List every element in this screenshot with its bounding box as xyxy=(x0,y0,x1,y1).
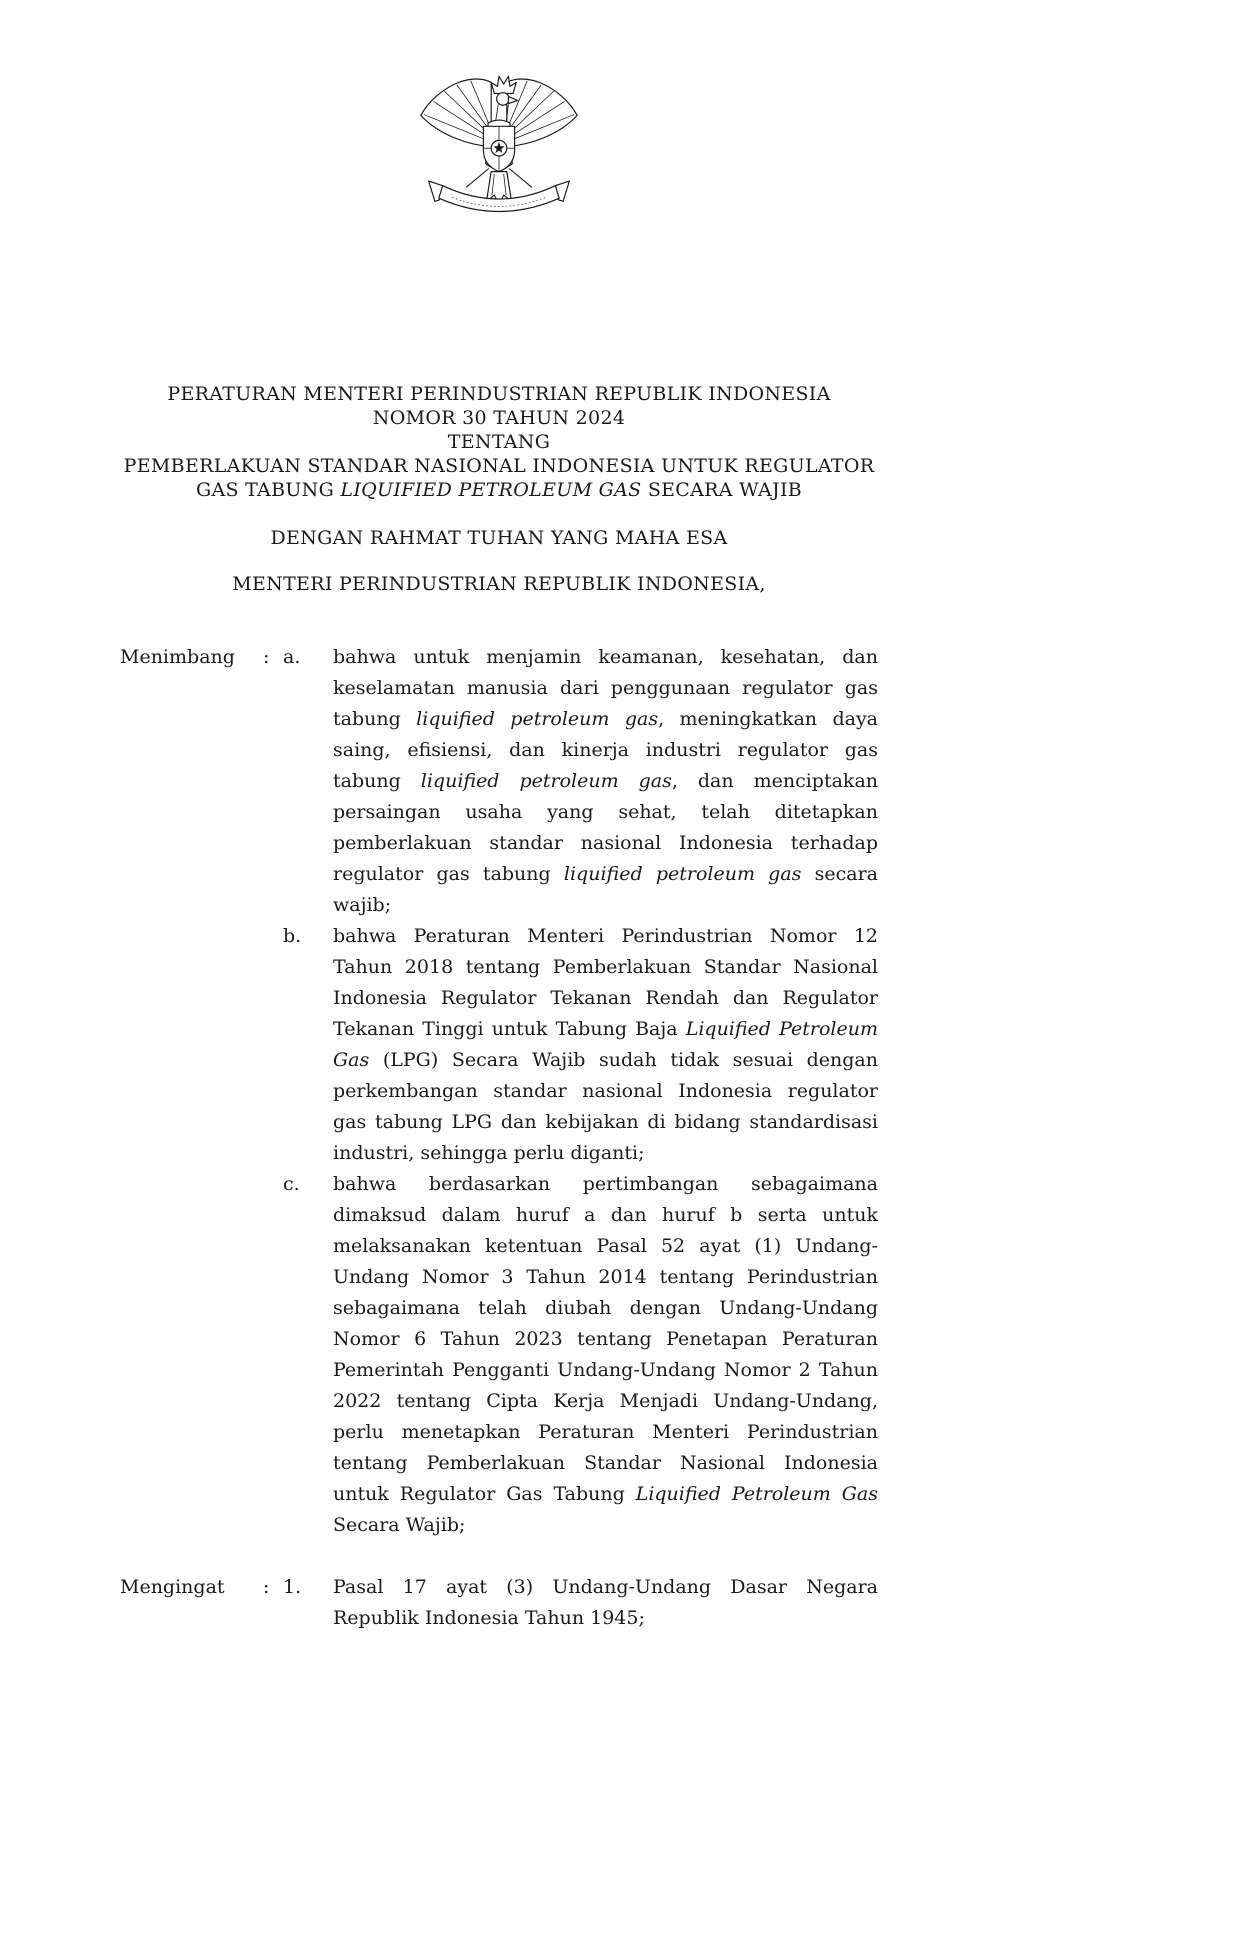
consideration-item-text: bahwa berdasarkan pertimbangan sebagaimana dimaksud dalam huruf a dan huruf b serta untuk melaksanakan ketentuan Pasal 52 ayat (1) Undang-Undang Nomor 3 Tahun 2014 tentang Perindustrian sebagaimana telah diubah dengan Undang-Undang Nomor 6 Tahun 2023 tentang Penetapan Peraturan Pemerintah Pengganti Undang-Undang Nomor 2 Tahun 2022 tentang Cipta Kerja Menjadi Undang-Undang, perlu menetapkan Peraturan Menteri Perindustrian tentang Pemberlakuan Standar Nasional Indonesia untuk Regulator Gas Tabung Liquified Petroleum Gas Secara Wajib; xyxy=(333,1173,878,1537)
legal-basis-item-text: Pasal 17 ayat (3) Undang-Undang Dasar Negara Republik Indonesia Tahun 1945; xyxy=(333,1576,878,1630)
official-title-line: MENTERI PERINDUSTRIAN REPUBLIK INDONESIA, xyxy=(232,573,766,596)
consideration-item-text: bahwa Peraturan Menteri Perindustrian Nomor 12 Tahun 2018 tentang Pemberlakuan Standar Nasional Indonesia Regulator Tekanan Rendah dan Regulator Tekanan Tinggi untuk Tabung Baja Liquified Petroleum Gas (LPG) Secara Wajib sudah tidak sesuai dengan perkembangan standar nasional Indonesia regulator gas tabung LPG dan kebijakan di bidang standardisasi industri, sehingga perlu diganti; xyxy=(333,925,878,1165)
subject-line-1: PEMBERLAKUAN STANDAR NASIONAL INDONESIA UNTUK REGULATOR xyxy=(123,455,875,478)
document-content xyxy=(120,70,878,1634)
title-block xyxy=(120,382,878,596)
legal-basis-item-marker: 1. xyxy=(283,1576,302,1599)
tentang-line: TENTANG xyxy=(447,431,551,454)
menimbang-section xyxy=(120,642,878,1541)
invocation-line: DENGAN RAHMAT TUHAN YANG MAHA ESA xyxy=(270,527,728,550)
mengingat-section xyxy=(120,1572,878,1634)
garuda-pancasila-emblem xyxy=(413,70,585,226)
consideration-item-marker: c. xyxy=(283,1173,300,1196)
consideration-item-marker: b. xyxy=(283,925,302,948)
consideration-item-text: bahwa untuk menjamin keamanan, kesehatan, dan keselamatan manusia dari penggunaan regulator gas tabung liquified petroleum gas, meningkatkan daya saing, efisiensi, dan kinerja industri regulator gas tabung liquified petroleum gas, dan menciptakan persaingan usaha yang sehat, telah ditetapkan pemberlakuan standar nasional Indonesia terhadap regulator gas tabung liquified petroleum gas secara wajib; xyxy=(333,646,879,917)
subject-line-2: GAS TABUNG LIQUIFIED PETROLEUM GAS SECARA WAJIB xyxy=(195,479,803,502)
mengingat-colon: : xyxy=(263,1576,270,1599)
menimbang-colon: : xyxy=(263,646,270,669)
mengingat-label: Mengingat xyxy=(120,1576,225,1599)
garuda-svg xyxy=(413,70,585,226)
regulation-title-line-1: PERATURAN MENTERI PERINDUSTRIAN REPUBLIK INDONESIA xyxy=(167,383,831,406)
consideration-item-marker: a. xyxy=(283,646,301,669)
right-wing-icon xyxy=(507,79,577,147)
regulation-number-line: NOMOR 30 TAHUN 2024 xyxy=(372,407,626,430)
left-wing-icon xyxy=(421,79,491,147)
pancasila-shield-icon xyxy=(483,126,514,171)
menimbang-label: Menimbang xyxy=(120,646,235,669)
